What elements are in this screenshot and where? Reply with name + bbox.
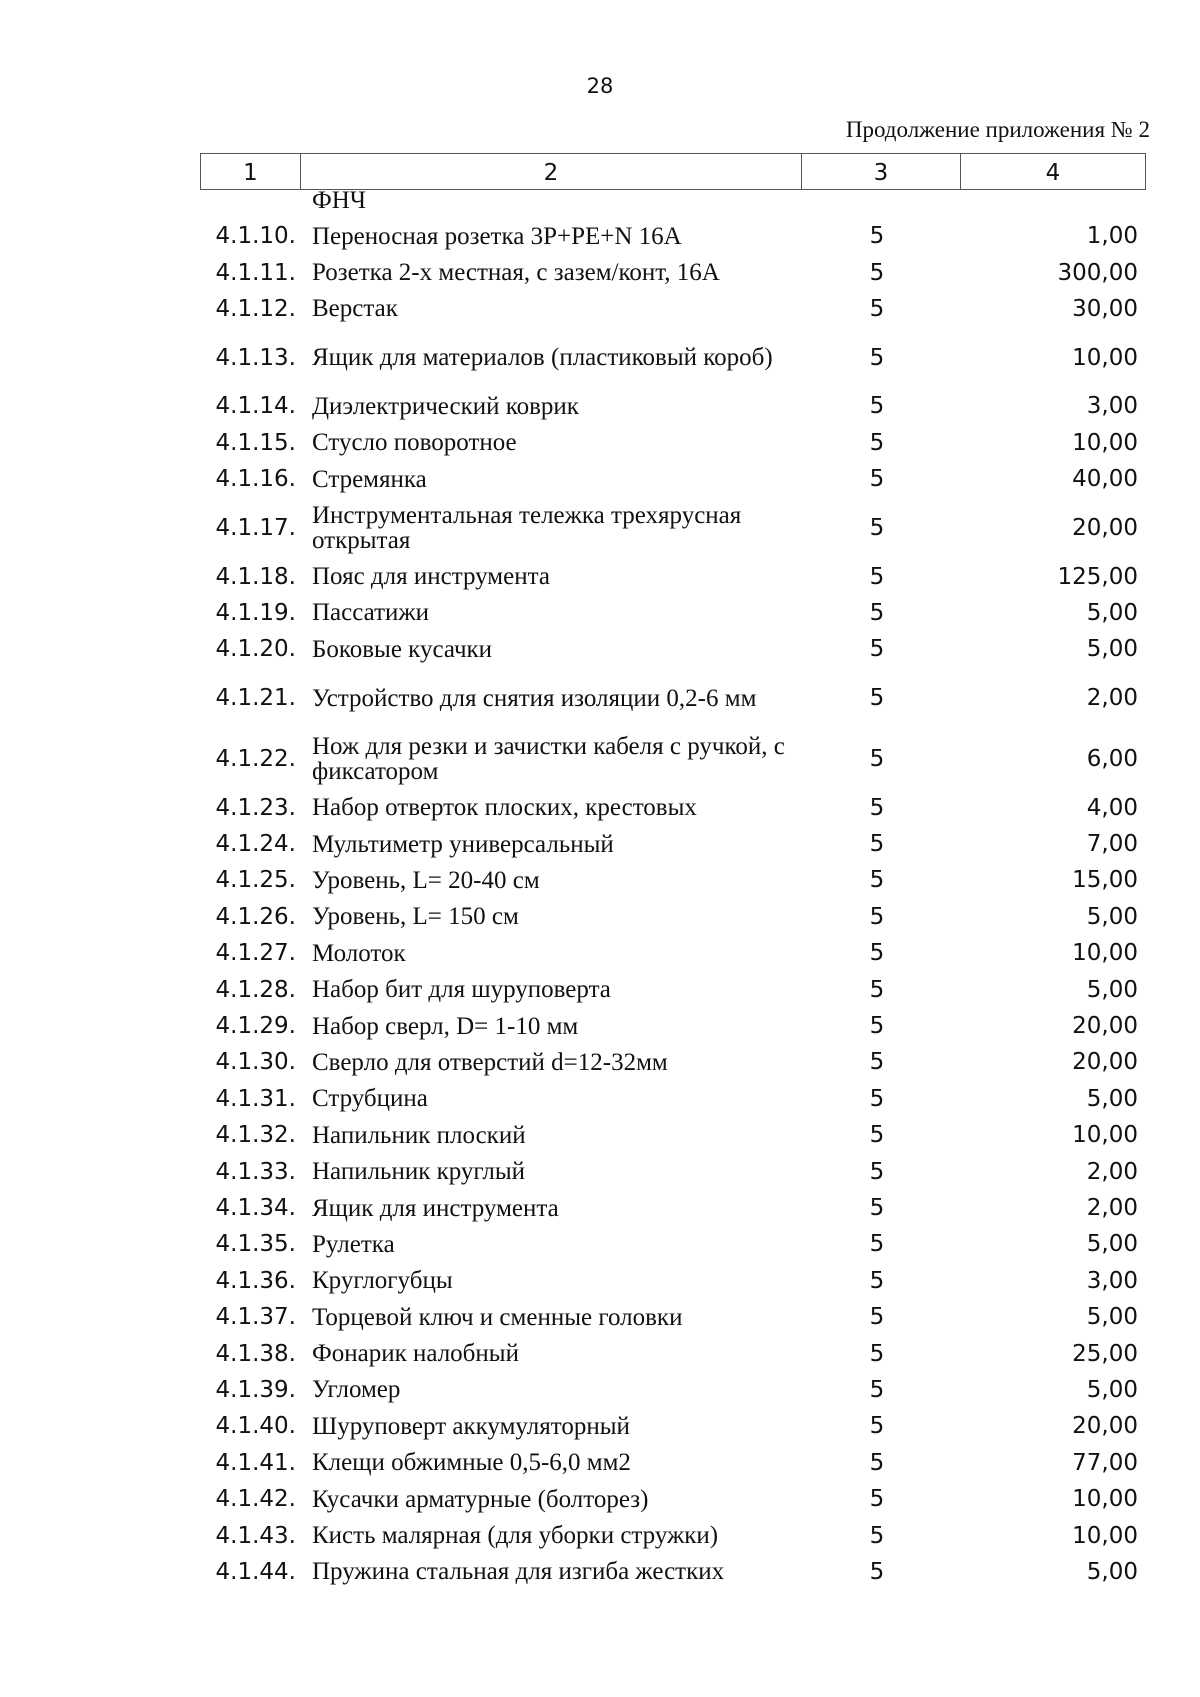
item-name: Кисть малярная (для уборки стружки) [312, 1522, 719, 1550]
item-value: 3,00 [1086, 393, 1138, 420]
item-quantity: 5 [869, 599, 885, 626]
item-name: Инструментальная тележка трехярусная открытая [312, 501, 742, 554]
item-name: Переносная розетка 3P+PE+N 16A [312, 222, 682, 250]
row-number: 4.1.21. [215, 685, 296, 712]
item-value: 125,00 [1057, 563, 1138, 590]
row-number: 4.1.23. [215, 794, 296, 821]
row-number: 4.1.16. [215, 466, 296, 493]
item-name: Набор бит для шуруповерта [312, 976, 611, 1004]
item-quantity: 5 [869, 1486, 885, 1513]
item-value: 20,00 [1072, 1013, 1138, 1040]
row-number: 4.1.17. [215, 514, 296, 541]
table-row [200, 790, 1146, 826]
row-number: 4.1.25. [215, 867, 296, 894]
item-name: Уровень, L= 150 см [312, 903, 519, 931]
table-row [200, 595, 1146, 631]
item-quantity: 5 [869, 514, 885, 541]
table-header-row [200, 153, 1146, 190]
table-row [200, 1190, 1146, 1226]
item-value: 5,00 [1086, 1085, 1138, 1112]
table-row [200, 558, 1146, 594]
item-value: 5,00 [1086, 976, 1138, 1003]
item-value: 2,00 [1086, 1195, 1138, 1221]
item-value: 10,00 [1072, 1522, 1138, 1549]
table-body [200, 218, 1146, 1590]
row-number: 4.1.30. [215, 1049, 296, 1076]
table-row [200, 826, 1146, 862]
row-number: 4.1.22. [215, 746, 296, 773]
item-name: Стусло поворотное [312, 429, 517, 457]
row-number: 4.1.13. [215, 344, 296, 371]
item-value: 2,00 [1086, 685, 1138, 712]
item-quantity: 5 [869, 940, 885, 967]
item-name: Набор отверток плоских, крестовых [312, 794, 697, 822]
item-value: 10,00 [1072, 1486, 1138, 1513]
item-value: 4,00 [1086, 794, 1138, 821]
item-name: Фонарик налобный [312, 1340, 519, 1368]
table-row [200, 1408, 1146, 1444]
item-name: Набор сверл, D= 1-10 мм [312, 1012, 579, 1040]
table-row [200, 668, 1146, 729]
item-name: Круглогубцы [312, 1267, 453, 1295]
item-quantity: 5 [869, 1013, 885, 1040]
item-name: Напильник круглый [312, 1158, 526, 1186]
item-name: Пружина стальная для изгиба жестких [312, 1558, 725, 1586]
item-name: Торцевой ключ и сменные головки [312, 1303, 683, 1331]
row-number: 4.1.15. [215, 429, 296, 456]
item-name: Розетка 2-х местная, с зазем/конт, 16А [312, 259, 720, 287]
row-number: 4.1.31. [215, 1085, 296, 1112]
table-row [200, 1117, 1146, 1153]
table-row [200, 1554, 1146, 1590]
table-row [200, 388, 1146, 424]
item-value: 10,00 [1072, 940, 1138, 967]
table-row [200, 1081, 1146, 1117]
row-number: 4.1.10. [215, 223, 296, 250]
item-value: 5,00 [1086, 1376, 1138, 1403]
row-number: 4.1.42. [215, 1486, 296, 1513]
item-quantity: 5 [869, 1340, 885, 1367]
item-value: 2,00 [1086, 1158, 1138, 1185]
table-row [200, 862, 1146, 898]
item-quantity: 5 [869, 1304, 885, 1331]
row-number: 4.1.11. [215, 259, 296, 286]
item-name: Струбцина [312, 1085, 428, 1113]
item-quantity: 5 [869, 867, 885, 894]
item-value: 6,00 [1086, 746, 1138, 773]
table-row [200, 254, 1146, 290]
column-header-4: 4 [961, 154, 1146, 189]
item-value: 20,00 [1072, 514, 1138, 541]
overflow-text: ФНЧ [312, 187, 367, 214]
item-value: 30,00 [1072, 295, 1138, 322]
row-number: 4.1.24. [215, 831, 296, 858]
item-name: Клещи обжимные 0,5-6,0 мм2 [312, 1449, 631, 1477]
table-row [200, 1335, 1146, 1371]
item-value: 3,00 [1086, 1267, 1138, 1294]
column-header-3: 3 [802, 154, 961, 189]
item-value: 20,00 [1072, 1049, 1138, 1076]
item-name: Шуруповерт аккумуляторный [312, 1412, 630, 1440]
table-row [200, 1008, 1146, 1044]
item-quantity: 5 [869, 1122, 885, 1149]
table-row [200, 1153, 1146, 1189]
row-number: 4.1.14. [215, 393, 296, 420]
row-number: 4.1.37. [215, 1304, 296, 1331]
item-quantity: 5 [869, 1522, 885, 1549]
table-row [200, 1263, 1146, 1299]
row-number: 4.1.40. [215, 1413, 296, 1440]
item-value: 5,00 [1086, 1558, 1138, 1585]
item-quantity: 5 [869, 295, 885, 322]
row-number: 4.1.35. [215, 1231, 296, 1258]
item-quantity: 5 [869, 746, 885, 773]
item-name: Напильник плоский [312, 1121, 526, 1149]
table-row [200, 425, 1146, 461]
column-header-1: 1 [200, 154, 301, 189]
item-value: 40,00 [1072, 466, 1138, 493]
item-name: Пассатижи [312, 599, 430, 627]
row-number: 4.1.28. [215, 976, 296, 1003]
item-quantity: 5 [869, 976, 885, 1003]
row-number: 4.1.38. [215, 1340, 296, 1367]
item-name: Стремянка [312, 465, 427, 493]
item-name: Мультиметр универсальный [312, 830, 614, 858]
item-name: Верстак [312, 295, 398, 323]
item-value: 10,00 [1072, 1122, 1138, 1149]
row-number: 4.1.36. [215, 1267, 296, 1294]
row-number: 4.1.34. [215, 1195, 296, 1221]
item-value: 1,00 [1086, 223, 1138, 250]
continuation-label: Продолжение приложения № 2 [845, 117, 1150, 142]
row-number: 4.1.41. [215, 1449, 296, 1476]
item-name: Нож для резки и зачистки кабеля с ручкой, с фиксатором [312, 733, 785, 786]
item-quantity: 5 [869, 1231, 885, 1258]
table-row [200, 1517, 1146, 1553]
item-value: 15,00 [1072, 867, 1138, 894]
table-row [200, 1481, 1146, 1517]
item-name: Угломер [312, 1376, 401, 1404]
item-value: 5,00 [1086, 636, 1138, 663]
row-number: 4.1.33. [215, 1158, 296, 1185]
table-row [200, 1372, 1146, 1408]
item-quantity: 5 [869, 1413, 885, 1440]
table-row [200, 935, 1146, 971]
item-name: Диэлектрический коврик [312, 392, 579, 420]
row-number: 4.1.39. [215, 1376, 296, 1403]
table-row [200, 327, 1146, 388]
table-row [200, 1226, 1146, 1262]
item-name: Уровень, L= 20-40 см [312, 866, 540, 894]
item-quantity: 5 [869, 429, 885, 456]
page-number: 28 [586, 74, 614, 98]
table-row [200, 218, 1146, 254]
item-quantity: 5 [869, 393, 885, 420]
row-number: 4.1.43. [215, 1522, 296, 1549]
column-header-2: 2 [301, 154, 802, 189]
item-name: Ящик для инструмента [312, 1194, 559, 1222]
table-row [200, 461, 1146, 497]
item-name: Ящик для материалов (пластиковый короб) [312, 344, 773, 372]
row-number: 4.1.20. [215, 636, 296, 663]
table-row [200, 729, 1146, 790]
item-quantity: 5 [869, 636, 885, 663]
item-quantity: 5 [869, 1376, 885, 1403]
row-number: 4.1.18. [215, 563, 296, 590]
item-value: 300,00 [1057, 259, 1138, 286]
item-quantity: 5 [869, 794, 885, 821]
table-row [200, 971, 1146, 1007]
item-value: 5,00 [1086, 1231, 1138, 1258]
item-name: Устройство для снятия изоляции 0,2-6 мм [312, 684, 757, 712]
item-value: 77,00 [1072, 1449, 1138, 1476]
item-quantity: 5 [869, 1158, 885, 1185]
item-name: Сверло для отверстий d=12-32мм [312, 1048, 668, 1076]
item-name: Кусачки арматурные (болторез) [312, 1485, 649, 1513]
row-number: 4.1.44. [215, 1558, 296, 1585]
item-quantity: 5 [869, 1085, 885, 1112]
table-row [200, 497, 1146, 558]
row-number: 4.1.29. [215, 1013, 296, 1040]
item-quantity: 5 [869, 903, 885, 930]
item-name: Рулетка [312, 1230, 395, 1258]
table-row [200, 291, 1146, 327]
item-value: 20,00 [1072, 1413, 1138, 1440]
item-quantity: 5 [869, 344, 885, 371]
table-row [200, 1299, 1146, 1335]
table-row [200, 899, 1146, 935]
item-value: 5,00 [1086, 903, 1138, 930]
item-quantity: 5 [869, 1195, 885, 1221]
table-row [200, 1044, 1146, 1080]
table-row [200, 631, 1146, 667]
item-value: 25,00 [1072, 1340, 1138, 1367]
row-number: 4.1.26. [215, 903, 296, 930]
row-number: 4.1.19. [215, 599, 296, 626]
item-quantity: 5 [869, 685, 885, 712]
item-value: 10,00 [1072, 344, 1138, 371]
item-value: 10,00 [1072, 429, 1138, 456]
item-quantity: 5 [869, 1449, 885, 1476]
item-quantity: 5 [869, 259, 885, 286]
item-quantity: 5 [869, 223, 885, 250]
item-quantity: 5 [869, 831, 885, 858]
table-row [200, 1445, 1146, 1481]
item-quantity: 5 [869, 1267, 885, 1294]
row-number: 4.1.32. [215, 1122, 296, 1149]
row-number: 4.1.27. [215, 940, 296, 967]
item-value: 7,00 [1086, 831, 1138, 858]
row-number: 4.1.12. [215, 295, 296, 322]
item-quantity: 5 [869, 1558, 885, 1585]
item-quantity: 5 [869, 563, 885, 590]
item-name: Пояс для инструмента [312, 563, 550, 591]
item-quantity: 5 [869, 1049, 885, 1076]
item-value: 5,00 [1086, 599, 1138, 626]
item-name: Боковые кусачки [312, 635, 493, 663]
item-quantity: 5 [869, 466, 885, 493]
item-name: Молоток [312, 939, 406, 967]
item-value: 5,00 [1086, 1304, 1138, 1331]
